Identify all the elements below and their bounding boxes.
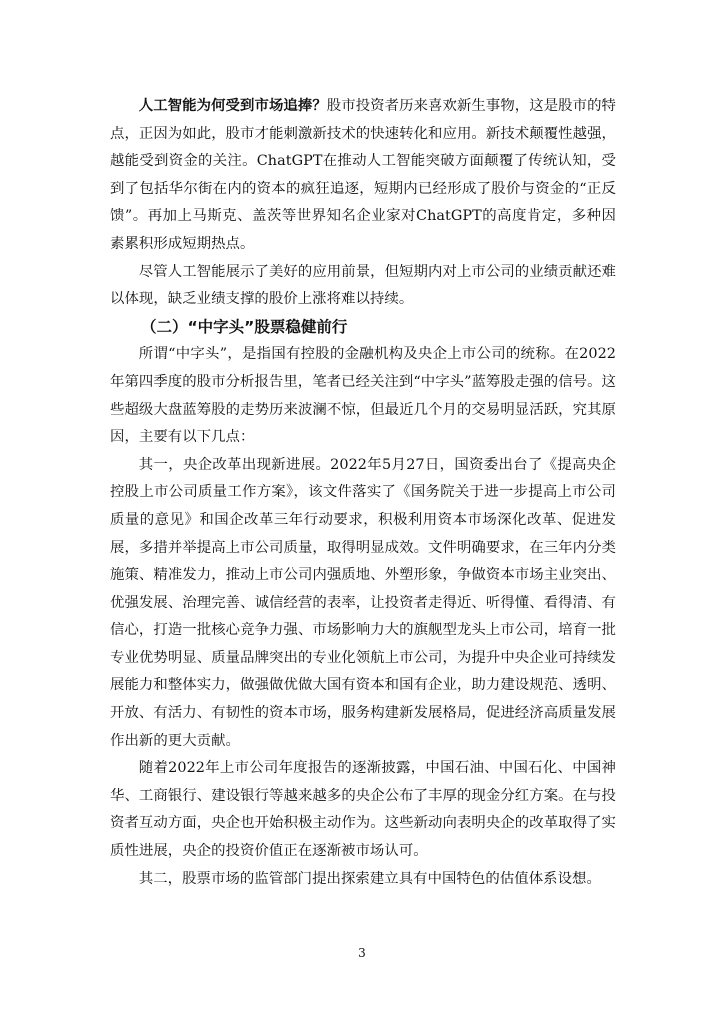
paragraph-body: 其二，股票市场的监管部门提出探索建立具有中国特色的估值体系设想。 — [138, 870, 601, 887]
paragraph-body: 其一，央企改革出现新进展。2022年5月27日，国资委出台了《提高央企控股上市公司质量工作方案》，该文件落实了《国务院关于进一步提高上市公司质量的意见》和国企改革三年行动要求，积极利用资本市场深化改革、促进发展，多措并举提高上市公司质量，取得明显成效。文件明确要求，在三年内分类施策、精准发力，推动上市公司内强质地、外塑形象，争做资本市场主业突出、优强发展、治理完善、诚信经营的表率，让投资者走得近、听得懂、看得清、有信心，打造一批核心竞争力强、市场影响力大的旗舰型龙头上市公司，培育一批专业优势明显、质量品牌突出的专业化领航上市公司，为提升中央企业可持续发展能力和整体实力，做强做优做大国有资本和国有企业，助力建设规范、透明、开放、有活力、有韧性的资本市场，服务构建新发展格局，促进经济高质量发展作出新的更大贡献。 — [110, 456, 616, 749]
paragraph-body: 股市投资者历来喜欢新生事物，这是股市的特点，正因为如此，股市才能刺激新技术的快速转化和应用。新技术颠覆性越强，越能受到资金的关注。ChatGPT在推动人工智能突破方面颠覆了传统认知，受到了包括华尔街在内的资本的疯狂追逐，短期内已经形成了股价与资金的“正反馈”。再加上马斯克、盖茨等世界知名企业家对ChatGPT的高度肯定，多种因素累积形成短期热点。 — [110, 98, 616, 252]
paragraph-body: 所谓“中字头”，是指国有控股的金融机构及央企上市公司的统称。在2022年第四季度的股市分析报告里，笔者已经关注到“中字头”蓝筹股走强的信号。这些超级大盘蓝筹股的走势历来波澜不惊，但最近几个月的交易明显活跃，究其原因，主要有以下几点： — [110, 346, 616, 446]
paragraph-reason-two — [110, 866, 616, 894]
paragraph-lead-question: 人工智能为何受到市场追捧？ — [138, 98, 327, 114]
paragraph-body: 随着2022年上市公司年度报告的逐渐披露，中国石油、中国石化、中国神华、工商银行、建设银行等越来越多的央企公布了丰厚的现金分红方案。在与投资者互动方面，央企也开始积极主动作为。这些新动向表明央企的改革取得了实质性进展，央企的投资价值正在逐渐被市场认可。 — [110, 760, 616, 860]
paragraph-reason-one — [110, 452, 616, 756]
paragraph-annual-reports — [110, 755, 616, 865]
page-number: 3 — [358, 946, 366, 960]
paragraph-body: 尽管人工智能展示了美好的应用前景，但短期内对上市公司的业绩贡献还难以体现，缺乏业绩支撑的股价上涨将难以持续。 — [110, 263, 616, 308]
paragraph-definition — [110, 341, 616, 451]
paragraph-ai-outlook — [110, 259, 616, 314]
section-heading: （二）“中字头”股票稳健前行 — [141, 317, 348, 336]
paragraph-ai-market — [110, 93, 616, 259]
document-page — [110, 93, 616, 893]
